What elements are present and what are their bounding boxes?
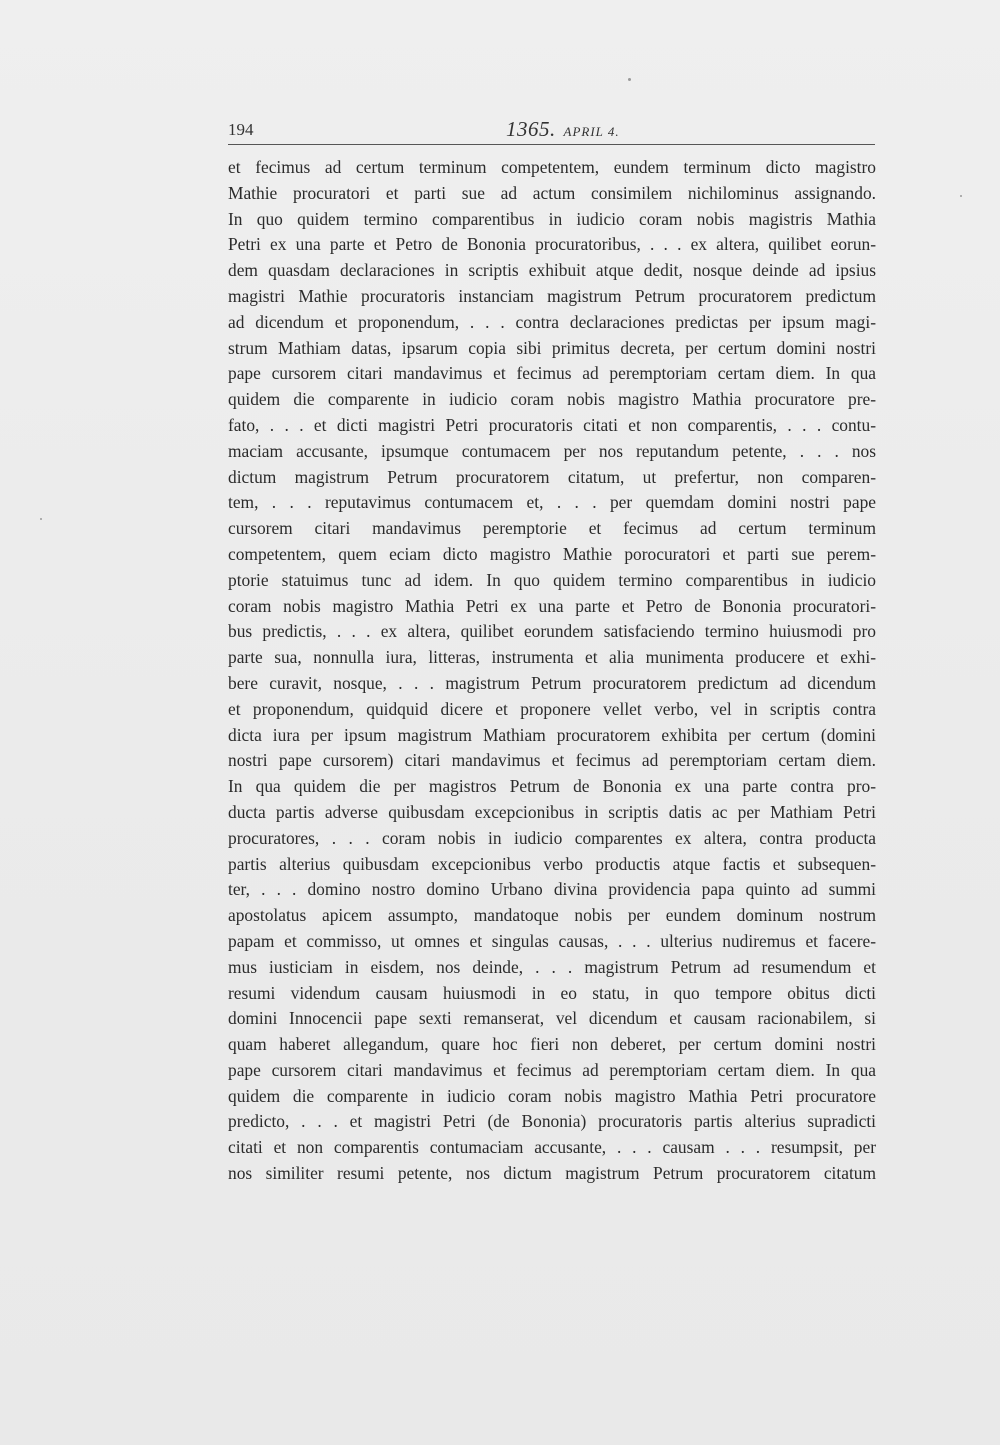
paper-speck [40, 518, 42, 520]
text-line: competentem, quem eciam dicto magistro Mathie porocuratori et parti sue perem- [228, 543, 876, 564]
text-line: Mathie procuratori et parti sue ad actum consimilem nichilominus assignando. [228, 182, 876, 203]
text-line: ad dicendum et proponendum, . . . contra declaraciones predictas per ipsum magi- [228, 311, 876, 332]
text-line: dictum magistrum Petrum procuratorem citatum, ut prefertur, non comparen- [228, 466, 876, 487]
text-line: pape cursorem citari mandavimus et fecimus ad peremptoriam certam diem. In qua [228, 363, 876, 384]
text-line: dicta iura per ipsum magistrum Mathiam procuratorem exhibita per certum (domini [228, 724, 876, 745]
text-line: papam et commisso, ut omnes et singulas causas, . . . ulterius nudiremus et facere- [228, 930, 876, 951]
text-line: maciam accusante, ipsumque contumacem per nos reputandum petente, . . . nos [228, 440, 876, 461]
text-line: dem quasdam declaraciones in scriptis exhibuit atque dedit, nosque deinde ad ipsius [228, 260, 876, 281]
text-line: Petri ex una parte et Petro de Bononia procuratoribus, . . . ex altera, quilibet eorun- [228, 234, 876, 255]
text-line: pape cursorem citari mandavimus et fecimus ad peremptoriam certam diem. In qua [228, 1059, 876, 1080]
text-line: parte sua, nonnulla iura, litteras, instrumenta et alia munimenta producere et exhi- [228, 647, 876, 668]
text-line: strum Mathiam datas, ipsarum copia sibi primitus decreta, per certum domini nostri [228, 337, 876, 358]
text-line: In qua quidem die per magistros Petrum de Bononia ex una parte contra pro- [228, 776, 876, 797]
text-line: fato, . . . et dicti magistri Petri procuratoris citati et non comparentis, . . . contu- [228, 414, 876, 435]
text-line: nostri pape cursorem) citari mandavimus et fecimus ad peremptoriam certam diem. [228, 750, 876, 771]
paper-speck [960, 195, 962, 197]
text-line: quam haberet allegandum, quare hoc fieri non deberet, per certum domini nostri [228, 1034, 876, 1055]
text-line: et proponendum, quidquid dicere et proponere vellet verbo, vel in scriptis contra [228, 698, 876, 719]
page-header [228, 118, 875, 145]
running-title-year: 1365. [506, 117, 556, 141]
text-line: In quo quidem termino comparentibus in iudicio coram nobis magistris Mathia [228, 208, 876, 229]
text-line: quidem die comparente in iudicio coram nobis magistro Mathia procuratore pre- [228, 389, 876, 410]
page-number: 194 [228, 120, 254, 139]
text-line: apostolatus apicem assumpto, mandatoque nobis per eundem dominum nostrum [228, 905, 876, 926]
text-line: coram nobis magistro Mathia Petri ex una parte et Petro de Bononia procuratori- [228, 595, 876, 616]
body-text [228, 155, 876, 1187]
text-line: et fecimus ad certum terminum competentem, eundem terminum dicto magistro [228, 157, 876, 177]
paper-speck [628, 78, 631, 81]
running-title-date: APRIL 4. [563, 124, 620, 139]
text-line: quidem die comparente in iudicio coram nobis magistro Mathia Petri procuratore [228, 1085, 876, 1106]
text-line: ptorie statuimus tunc ad idem. In quo quidem termino comparentibus in iudicio [228, 569, 876, 590]
text-line: cursorem citari mandavimus peremptorie et fecimus ad certum terminum [228, 518, 876, 539]
text-line: resumi videndum causam huiusmodi in eo statu, in quo tempore obitus dicti [228, 982, 876, 1003]
text-line: bere curavit, nosque, . . . magistrum Petrum procuratorem predictum ad dicendum [228, 672, 876, 693]
text-line: citati et non comparentis contumaciam accusante, . . . causam . . . resumpsit, per [228, 1137, 876, 1158]
text-line: predicto, . . . et magistri Petri (de Bononia) procuratoris partis alterius supradicti [228, 1111, 876, 1132]
text-line: mus iusticiam in eisdem, nos deinde, . . . magistrum Petrum ad resumendum et [228, 956, 876, 977]
running-title [506, 117, 620, 142]
text-line: bus predictis, . . . ex altera, quilibet eorundem satisfaciendo termino huiusmodi pro [228, 621, 876, 642]
text-line: magistri Mathie procuratoris instanciam magistrum Petrum procuratorem predictum [228, 285, 876, 306]
text-line: nos similiter resumi petente, nos dictum magistrum Petrum procuratorem citatum [228, 1163, 876, 1184]
text-line: tem, . . . reputavimus contumacem et, . . . per quemdam domini nostri pape [228, 492, 876, 513]
text-line: domini Innocencii pape sexti remanserat, vel dicendum et causam racionabilem, si [228, 1008, 876, 1029]
text-line: partis alterius quibusdam excepcionibus verbo productis atque factis et subsequen- [228, 853, 876, 874]
text-line: procuratores, . . . coram nobis in iudicio comparentes ex altera, contra producta [228, 827, 876, 848]
text-line: ter, . . . domino nostro domino Urbano divina providencia papa quinto ad summi [228, 879, 876, 900]
text-line: ducta partis adverse quibusdam excepcionibus in scriptis datis ac per Mathiam Petri [228, 801, 876, 822]
